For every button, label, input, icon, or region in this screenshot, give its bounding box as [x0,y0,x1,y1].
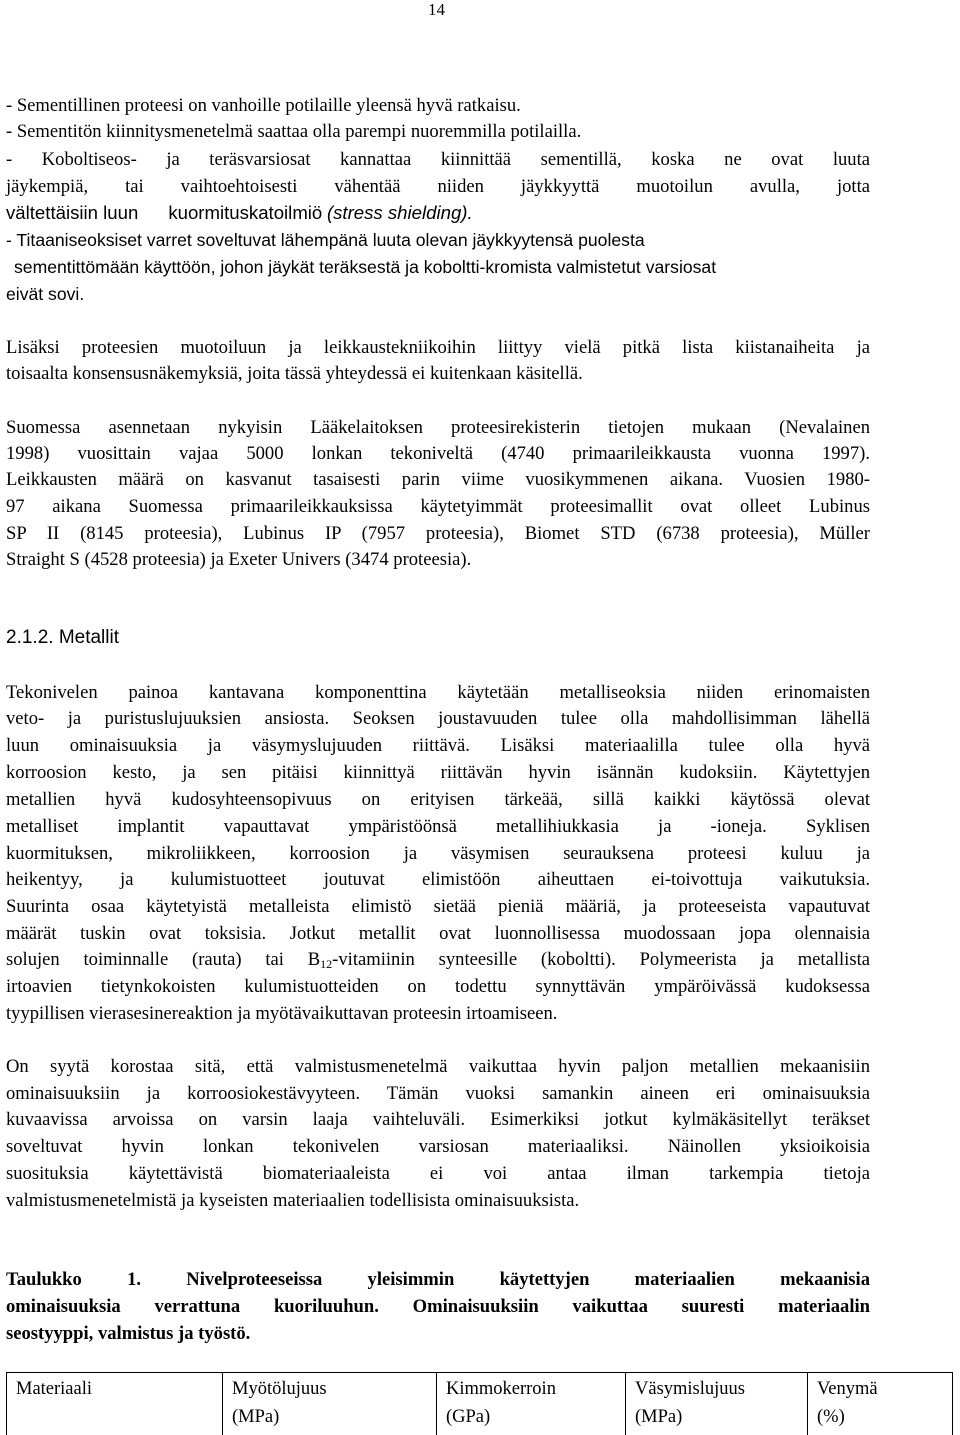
vitamin-subscript: 12 [320,957,332,971]
paragraph-2-line-5: SP II (8145 proteesia), Lubinus IP (7957 proteesia), Biomet STD (6738 proteesia), Müller [6,521,870,547]
paragraph-3-line-7: kuormituksen, mikroliikkeen, korroosion ja väsymisen seurauksena proteesi kuluu ja [6,841,870,867]
table-caption-line-3: seostyyppi, valmistus ja työstö. [6,1321,870,1347]
column-header-elastic-modulus [437,1373,626,1435]
column-header-elongation [808,1373,953,1435]
paragraph-2-line-1: Suomessa asennetaan nykyisin Lääkelaitoksen proteesirekisterin tietojen mukaan (Nevalainen [6,415,870,441]
paragraph-4-line-2: ominaisuuksiin ja korroosiokestävyyteen. Tämän vuoksi samankin aineen eri ominaisuuksia [6,1081,870,1107]
paragraph-2-line-4: 97 aikana Suomessa primaarileikkauksissa käytetyimmät proteesimallit ovat olleet Lubinus [6,494,870,520]
bullet-cobalt-line-1: - Koboltiseos- ja teräsvarsiosat kannattaa kiinnittää sementillä, koska ne ovat luuta [6,147,870,173]
table-header-row [7,1373,953,1435]
column-unit: (MPa) [232,1407,279,1427]
bullet-titanium-line-1: - Titaaniseoksiset varret soveltuvat lähempänä luuta olevan jäykkyytensä puolesta [6,227,870,253]
bullet-uncemented: - Sementitön kiinnitysmenetelmä saattaa olla parempi nuoremmilla potilailla. [6,119,870,145]
paragraph-3-line-9: Suurinta osaa käytetyistä metalleista elimistö sietää pieniä määriä, ja proteeseista vapautuvat [6,894,870,920]
bullet-cobalt-line-3 [6,200,870,227]
paragraph-3-line-11-end: -vitamiinin synteesille (koboltti). Polymeerista ja metallista [332,949,870,970]
paragraph-4-line-1: On syytä korostaa sitä, että valmistusmenetelmä vaikuttaa hyvin paljon metallien mekaanisiin [6,1054,870,1080]
bullet-cobalt-term: kuormituskatoilmiö [168,202,322,223]
paragraph-2-line-6: Straight S (4528 proteesia) ja Exeter Univers (3474 proteesia). [6,547,870,573]
bullet-cemented: - Sementillinen proteesi on vanhoille potilaille yleensä hyvä ratkaisu. [6,93,870,119]
bullet-cobalt-text: vältettäisiin luun [6,202,138,223]
column-header-fatigue-strength [626,1373,808,1435]
paragraph-3-line-5: metallien hyvä kudosyhteensopivuus on erityisen tärkeää, sillä kaikki käytössä olevat [6,787,870,813]
paragraph-3-line-6: metalliset implantit vapauttavat ympäristöönsä metallihiukkasia ja -ioneja. Syklisen [6,814,870,840]
paragraph-3-line-10: määrät tuskin ovat toksisia. Jotkut metallit ovat luonnollisessa muodossaan jopa olennaisia [6,921,870,947]
paragraph-4-line-4: soveltuvat hyvin lonkan tekonivelen varsiosan materiaaliksi. Näinollen yksioikoisia [6,1134,870,1160]
section-heading: 2.1.2. Metallit [6,627,119,649]
bullet-titanium-line-2: sementittömään käyttöön, johon jäykät teräksestä ja koboltti-kromista valmistetut varsiosat [14,254,878,280]
paragraph-4-line-3: kuvaavissa arvoissa on varsin laaja vaihteluväli. Esimerkiksi jotkut kylmäkäsitellyt teräkset [6,1107,870,1133]
column-header-material [7,1373,223,1435]
column-unit: (GPa) [446,1407,490,1427]
bullet-cobalt-term-english: (stress shielding). [327,202,473,223]
paragraph-4-line-5: suosituksia käytettävistä biomateriaaleista ei voi antaa ilman tarkempia tietoja [6,1161,870,1187]
paragraph-3-line-12: irtoavien tietynkokoisten kulumistuotteiden on todettu synnyttävän ympäröivässä kudoksessa [6,974,870,1000]
column-name: Väsymislujuus [635,1379,745,1399]
paragraph-3-line-8: heikentyy, ja kulumistuotteet joutuvat elimistöön aiheuttaen ei-toivottuja vaikutuksia. [6,867,870,893]
paragraph-2-line-3: Leikkausten määrä on kasvanut tasaisesti parin viime vuosikymmenen aikana. Vuosien 1980- [6,467,870,493]
paragraph-2-line-2: 1998) vuosittain vajaa 5000 lonkan tekoniveltä (4740 primaarileikkausta vuonna 1997). [6,441,870,467]
paragraph-3-line-1: Tekonivelen painoa kantavana komponenttina käytetään metalliseoksia niiden erinomaisten [6,680,870,706]
paragraph-1-line-2: toisaalta konsensusnäkemyksiä, joita tässä yhteydessä ei kuitenkaan käsitellä. [6,361,870,387]
materials-table [6,1372,953,1435]
table-caption-line-2: ominaisuuksia verrattuna kuoriluuhun. Ominaisuuksiin vaikuttaa suuresti materiaalin [6,1294,870,1320]
column-header-yield-strength [223,1373,437,1435]
paragraph-3-line-4: korroosion kesto, ja sen pitäisi kiinnittyä riittävän hyvin isännän kudoksiin. Käytettyjen [6,760,870,786]
paragraph-1-line-1: Lisäksi proteesien muotoiluun ja leikkaustekniikoihin liittyy vielä pitkä lista kiistanaiheita ja [6,335,870,361]
paragraph-3-line-13: tyypillisen vierasesinereaktion ja myötävaikuttavan proteesin irtoamiseen. [6,1001,870,1027]
column-name: Materiaali [16,1379,92,1399]
paragraph-3-line-11-start: solujen toiminnalle (rauta) tai B [6,949,320,970]
table-caption-line-1: Taulukko 1. Nivelproteeseissa yleisimmin käytettyjen materiaalien mekaanisia [6,1267,870,1293]
column-name: Kimmokerroin [446,1379,556,1399]
column-name: Venymä [817,1379,878,1399]
column-name: Myötölujuus [232,1379,327,1399]
paragraph-4-line-6: valmistusmenetelmistä ja kyseisten materiaalien todellisista ominaisuuksista. [6,1188,870,1214]
paragraph-3-line-11 [6,947,870,973]
paragraph-3-line-3: luun ominaisuuksia ja väsymyslujuuden riittävä. Lisäksi materiaalilla tulee olla hyvä [6,733,870,759]
paragraph-3-line-2: veto- ja puristuslujuuksien ansiosta. Seoksen joustavuuden tulee olla mahdollisimman lähellä [6,706,870,732]
column-unit: (MPa) [635,1407,682,1427]
page-number: 14 [428,0,445,20]
bullet-cobalt-line-2: jäykempiä, tai vaihtoehtoisesti vähentää niiden jäykkyyttä muotoilun avulla, jotta [6,174,870,200]
column-unit: (%) [817,1407,845,1427]
bullet-titanium-line-3: eivät sovi. [6,281,870,307]
